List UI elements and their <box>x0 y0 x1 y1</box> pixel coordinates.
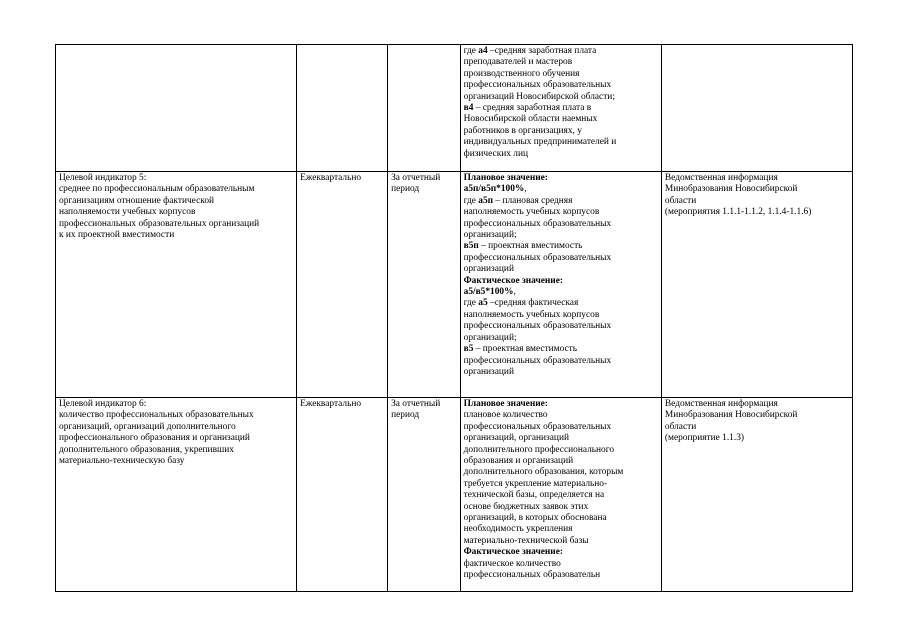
method-line <box>464 173 659 184</box>
data-source-cell <box>661 398 852 592</box>
periodicity-cell: Ежеквартально <box>297 172 388 398</box>
table-row <box>56 45 853 172</box>
method-text: , <box>524 184 527 195</box>
method-line <box>464 276 659 287</box>
indicator-line: количество профессиональных образовательных <box>59 410 254 421</box>
source-line: Минобразования Новосибирской <box>664 410 798 421</box>
method-bold-text: а4 <box>478 46 488 56</box>
source-line: области <box>664 195 697 206</box>
method-line <box>464 46 659 57</box>
method-line <box>464 333 659 344</box>
periodicity-cell: Ежеквартально <box>297 398 388 592</box>
method-line <box>464 149 659 160</box>
indicator-line: Целевой индикатор 6: <box>59 399 147 409</box>
method-line <box>464 356 659 367</box>
method-text: наполняемость учебных корпусов <box>463 309 600 320</box>
method-text: организаций, в которых обоснована <box>463 513 607 524</box>
method-line <box>464 513 659 524</box>
method-line <box>464 344 659 355</box>
method-bold-text: в4 <box>463 103 474 114</box>
indicator-cell <box>56 398 297 592</box>
method-line <box>464 241 659 252</box>
method-line <box>464 536 659 547</box>
method-line <box>464 264 659 275</box>
indicator-line: к их проектной вместимости <box>59 230 175 241</box>
period-line: период <box>391 184 420 195</box>
method-text: профессиональных образовательных <box>463 80 612 91</box>
method-line <box>464 230 659 241</box>
method-text: образования и организаций <box>463 456 574 467</box>
source-line: (мероприятие 1.1.3) <box>664 433 745 444</box>
method-text: индивидуальных предпринимателей и <box>463 137 617 148</box>
method-text: организаций <box>463 264 514 275</box>
method-text: – плановая средняя <box>493 195 573 206</box>
method-line <box>464 298 659 309</box>
method-line <box>464 92 659 103</box>
period-cell <box>388 45 461 172</box>
period-line: За отчетный <box>391 173 441 183</box>
method-line <box>464 219 659 230</box>
method-text: –средняя фактическая <box>487 298 579 309</box>
method-line <box>464 570 659 581</box>
method-line <box>464 137 659 148</box>
method-text: организаций; <box>463 230 517 241</box>
method-text: плановое количество <box>463 410 548 421</box>
method-line <box>464 445 659 456</box>
table-row <box>56 172 853 398</box>
method-text: организаций, организаций <box>463 433 569 444</box>
calculation-method-cell <box>460 398 661 592</box>
indicator-line: материально-техническую базу <box>59 456 185 467</box>
method-line <box>464 114 659 125</box>
indicator-line: организаций, организаций дополнительного <box>59 421 236 432</box>
method-line <box>464 184 659 195</box>
method-line <box>464 103 659 114</box>
indicator-line: наполняемости учебных корпусов <box>59 207 196 218</box>
indicators-table <box>55 44 853 592</box>
method-line <box>464 321 659 332</box>
method-bold-text: Фактическое значение: <box>463 547 563 558</box>
period-cell <box>388 172 461 398</box>
period-line: период <box>391 410 420 421</box>
method-text: –средняя заработная плата <box>487 46 597 56</box>
method-bold-text: а5 <box>478 298 488 309</box>
method-line <box>464 490 659 501</box>
method-text: Новосибирской области наемных <box>463 114 598 125</box>
indicator-line: Целевой индикатор 5: <box>59 173 147 183</box>
indicator-line: профессионального образования и организаций <box>59 433 250 444</box>
method-line <box>464 207 659 218</box>
period-line: За отчетный <box>391 399 441 409</box>
method-line <box>464 422 659 433</box>
indicator-line: среднее по профессиональным образовательным <box>59 184 255 195</box>
table-row <box>56 398 853 592</box>
method-line <box>464 559 659 570</box>
method-text: профессиональных образовательных <box>463 218 612 229</box>
method-line <box>464 80 659 91</box>
calculation-method-cell <box>460 45 661 172</box>
method-text: где <box>463 195 479 206</box>
method-text: физических лиц <box>463 148 529 159</box>
method-text: дополнительного профессионального <box>463 444 615 455</box>
method-bold-text: Плановое значение: <box>463 399 548 409</box>
method-text: организаций Новосибирской области; <box>463 91 615 102</box>
indicator-cell <box>56 172 297 398</box>
method-text: , <box>513 287 516 298</box>
source-line: Ведомственная информация <box>664 399 778 409</box>
method-text: фактическое количество <box>463 558 561 569</box>
method-text: материально-технической базы <box>463 535 589 546</box>
method-text: – проектная вместимость <box>478 241 583 252</box>
source-line: Ведомственная информация <box>664 173 778 183</box>
method-line <box>464 126 659 137</box>
method-line <box>464 502 659 513</box>
method-text: – средняя заработная плата в <box>473 103 592 114</box>
method-bold-text: Фактическое значение: <box>463 275 563 286</box>
method-bold-text: а5п/в5п*100% <box>463 184 525 195</box>
method-bold-text: в5п <box>463 241 479 252</box>
data-source-cell <box>661 172 852 398</box>
method-line <box>464 467 659 478</box>
method-text: профессиональных образовательных <box>463 421 612 432</box>
method-line <box>464 310 659 321</box>
method-line <box>464 287 659 298</box>
method-text: где <box>463 298 479 309</box>
method-text: требуется укрепление материально- <box>463 478 608 489</box>
method-bold-text: а5/в5*100% <box>463 287 514 298</box>
method-line <box>464 547 659 558</box>
method-line <box>464 196 659 207</box>
method-line <box>464 253 659 264</box>
indicator-line: организациям отношение фактической <box>59 195 215 206</box>
method-text: наполняемость учебных корпусов <box>463 207 600 218</box>
period-cell <box>388 398 461 592</box>
method-line <box>464 57 659 68</box>
method-text: профессиональных образовательных <box>463 321 612 332</box>
method-line <box>464 479 659 490</box>
periodicity-cell <box>297 45 388 172</box>
indicator-line: дополнительного образования, укрепивших <box>59 444 234 455</box>
method-line <box>464 399 659 410</box>
method-text: организаций <box>463 366 514 377</box>
method-text: преподавателей и мастеров <box>463 57 573 68</box>
source-line: (мероприятия 1.1.1-1.1.2, 1.1.4-1.1.6) <box>664 207 812 218</box>
method-bold-text: Плановое значение: <box>463 173 548 183</box>
method-text: профессиональных образовательных <box>463 355 612 366</box>
method-text: где <box>463 46 479 56</box>
method-text: технической базы, определяется на <box>463 490 605 501</box>
calculation-method-cell <box>460 172 661 398</box>
method-line <box>464 433 659 444</box>
method-text: организаций; <box>463 332 517 343</box>
method-text: производственного обучения <box>463 68 580 79</box>
method-text: основе бюджетных заявок этих <box>463 501 589 512</box>
method-text: – проектная вместимость <box>473 344 578 355</box>
data-source-cell <box>661 45 852 172</box>
indicator-line: профессиональных образовательных организаций <box>59 218 260 229</box>
method-line <box>464 367 659 378</box>
method-text: профессиональных образовательн <box>463 570 601 581</box>
method-line <box>464 69 659 80</box>
method-text: профессиональных образовательных <box>463 252 612 263</box>
method-line <box>464 410 659 421</box>
method-text: необходимость укрепления <box>463 524 573 535</box>
method-line <box>464 456 659 467</box>
indicator-cell <box>56 45 297 172</box>
method-bold-text: а5п <box>478 195 494 206</box>
method-line <box>464 524 659 535</box>
source-line: Минобразования Новосибирской <box>664 184 798 195</box>
method-text: работников в организациях, у <box>463 125 582 136</box>
method-text: дополнительного образования, которым <box>463 467 624 478</box>
method-bold-text: в5 <box>463 344 474 355</box>
source-line: области <box>664 421 697 432</box>
